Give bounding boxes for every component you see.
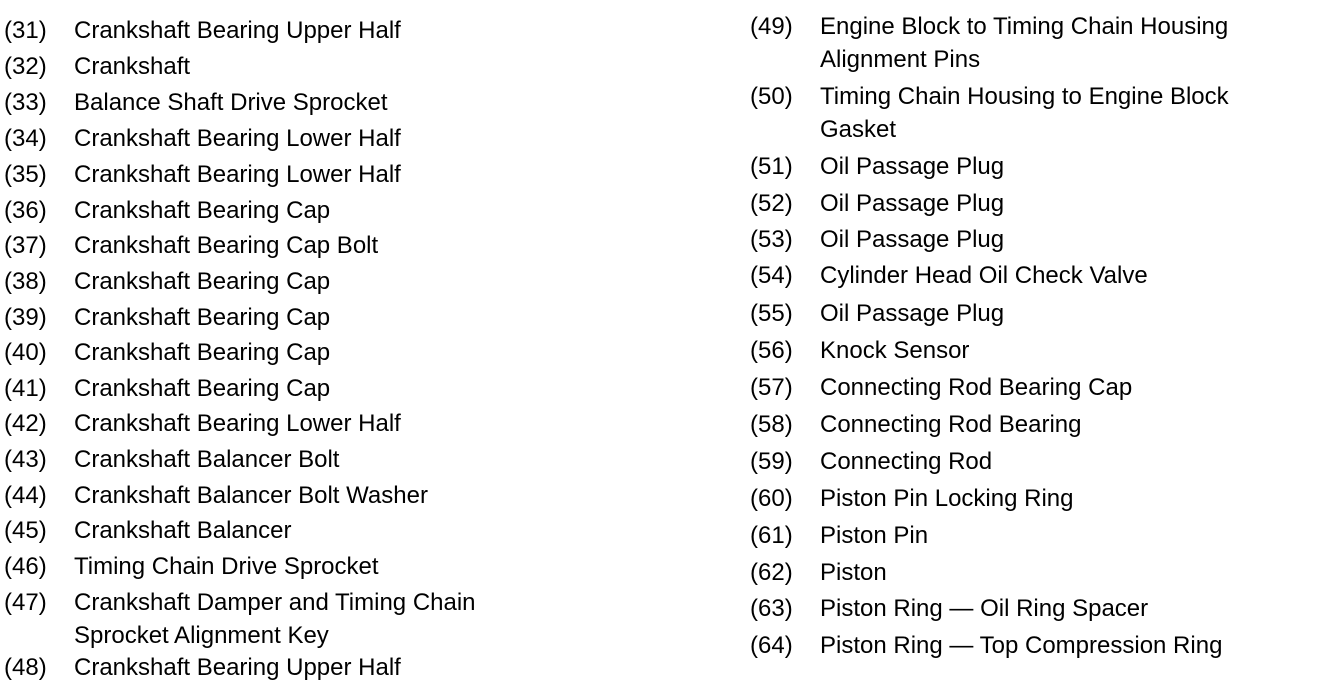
item-number: (44) [4,482,47,509]
list-item [750,223,1320,256]
item-number: (49) [750,13,793,40]
list-item [750,80,1310,146]
item-label: Crankshaft Bearing Upper Half [74,654,401,681]
item-number: (36) [4,197,47,224]
item-number: (60) [750,485,793,512]
item-number: (39) [4,304,47,331]
item-number: (35) [4,161,47,188]
list-item [750,482,1320,515]
item-label: Crankshaft Bearing Cap Bolt [74,232,379,259]
item-label: Piston [820,559,887,586]
item-label: Cylinder Head Oil Check Valve [820,262,1148,289]
item-label: Crankshaft Bearing Lower Half [74,125,401,152]
list-item [4,550,634,583]
list-item [4,586,554,652]
item-number: (54) [750,262,793,289]
item-number: (50) [750,83,793,110]
list-item [4,301,634,334]
list-item [750,334,1320,367]
list-item [750,519,1320,552]
list-item [4,514,634,547]
list-item [750,150,1320,183]
item-label: Knock Sensor [820,337,970,364]
list-item [4,50,634,83]
item-number: (52) [750,190,793,217]
list-item [750,592,1320,625]
item-number: (56) [750,337,793,364]
item-number: (63) [750,595,793,622]
item-label: Piston Ring — Oil Ring Spacer [820,595,1149,622]
item-label: Crankshaft Bearing Lower Half [74,161,401,188]
item-number: (34) [4,125,47,152]
list-item [4,229,634,262]
item-label: Crankshaft Balancer Bolt Washer [74,482,428,509]
list-item [750,408,1320,441]
item-label: Crankshaft Bearing Lower Half [74,410,401,437]
list-item [750,297,1320,330]
item-label: Oil Passage Plug [820,190,1005,217]
item-number: (58) [750,411,793,438]
list-item [4,479,634,512]
item-label: Timing Chain Drive Sprocket [74,553,379,580]
list-item [750,445,1320,478]
item-number: (45) [4,517,47,544]
list-item [4,158,634,191]
item-number: (64) [750,632,793,659]
item-number: (42) [4,410,47,437]
list-item [4,265,634,298]
item-number: (37) [4,232,47,259]
item-label: Crankshaft Bearing Cap [74,197,331,224]
item-number: (38) [4,268,47,295]
list-item [4,14,634,47]
item-label: Crankshaft [74,53,191,80]
item-label: Crankshaft Balancer [74,517,292,544]
item-label: Crankshaft Bearing Cap [74,304,331,331]
item-number: (57) [750,374,793,401]
item-label: Timing Chain Housing to Engine Block Gasket [820,83,1229,143]
item-label: Crankshaft Bearing Cap [74,339,331,366]
item-label: Connecting Rod Bearing Cap [820,374,1133,401]
list-item [750,556,1320,589]
item-label: Oil Passage Plug [820,300,1005,327]
list-item [750,187,1320,220]
item-number: (32) [4,53,47,80]
list-item [750,259,1320,292]
list-item [4,86,634,119]
item-label: Crankshaft Bearing Cap [74,375,331,402]
item-label: Balance Shaft Drive Sprocket [74,89,388,116]
item-number: (47) [4,589,47,616]
item-label: Crankshaft Balancer Bolt [74,446,340,473]
item-label: Piston Ring — Top Compression Ring [820,632,1223,659]
item-label: Piston Pin Locking Ring [820,485,1074,512]
item-label: Crankshaft Bearing Upper Half [74,17,401,44]
item-number: (61) [750,522,793,549]
item-number: (53) [750,226,793,253]
list-item [4,443,634,476]
item-number: (31) [4,17,47,44]
list-item [4,407,634,440]
list-item [4,372,634,405]
list-item [4,122,634,155]
list-item [750,629,1320,662]
item-number: (40) [4,339,47,366]
item-label: Crankshaft Damper and Timing Chain Sprocket Alignment Key [74,589,476,649]
item-label: Connecting Rod [820,448,993,475]
item-number: (62) [750,559,793,586]
item-label: Oil Passage Plug [820,226,1005,253]
item-label: Engine Block to Timing Chain Housing Alignment Pins [820,13,1229,73]
item-number: (41) [4,375,47,402]
list-item [4,651,634,684]
item-number: (59) [750,448,793,475]
item-number: (46) [4,553,47,580]
list-item [4,194,634,227]
list-item [4,336,634,369]
item-label: Oil Passage Plug [820,153,1005,180]
item-number: (33) [4,89,47,116]
item-number: (43) [4,446,47,473]
item-label: Piston Pin [820,522,929,549]
item-number: (48) [4,654,47,681]
item-number: (51) [750,153,793,180]
list-item [750,10,1310,76]
item-number: (55) [750,300,793,327]
item-label: Connecting Rod Bearing [820,411,1082,438]
item-label: Crankshaft Bearing Cap [74,268,331,295]
list-item [750,371,1320,404]
